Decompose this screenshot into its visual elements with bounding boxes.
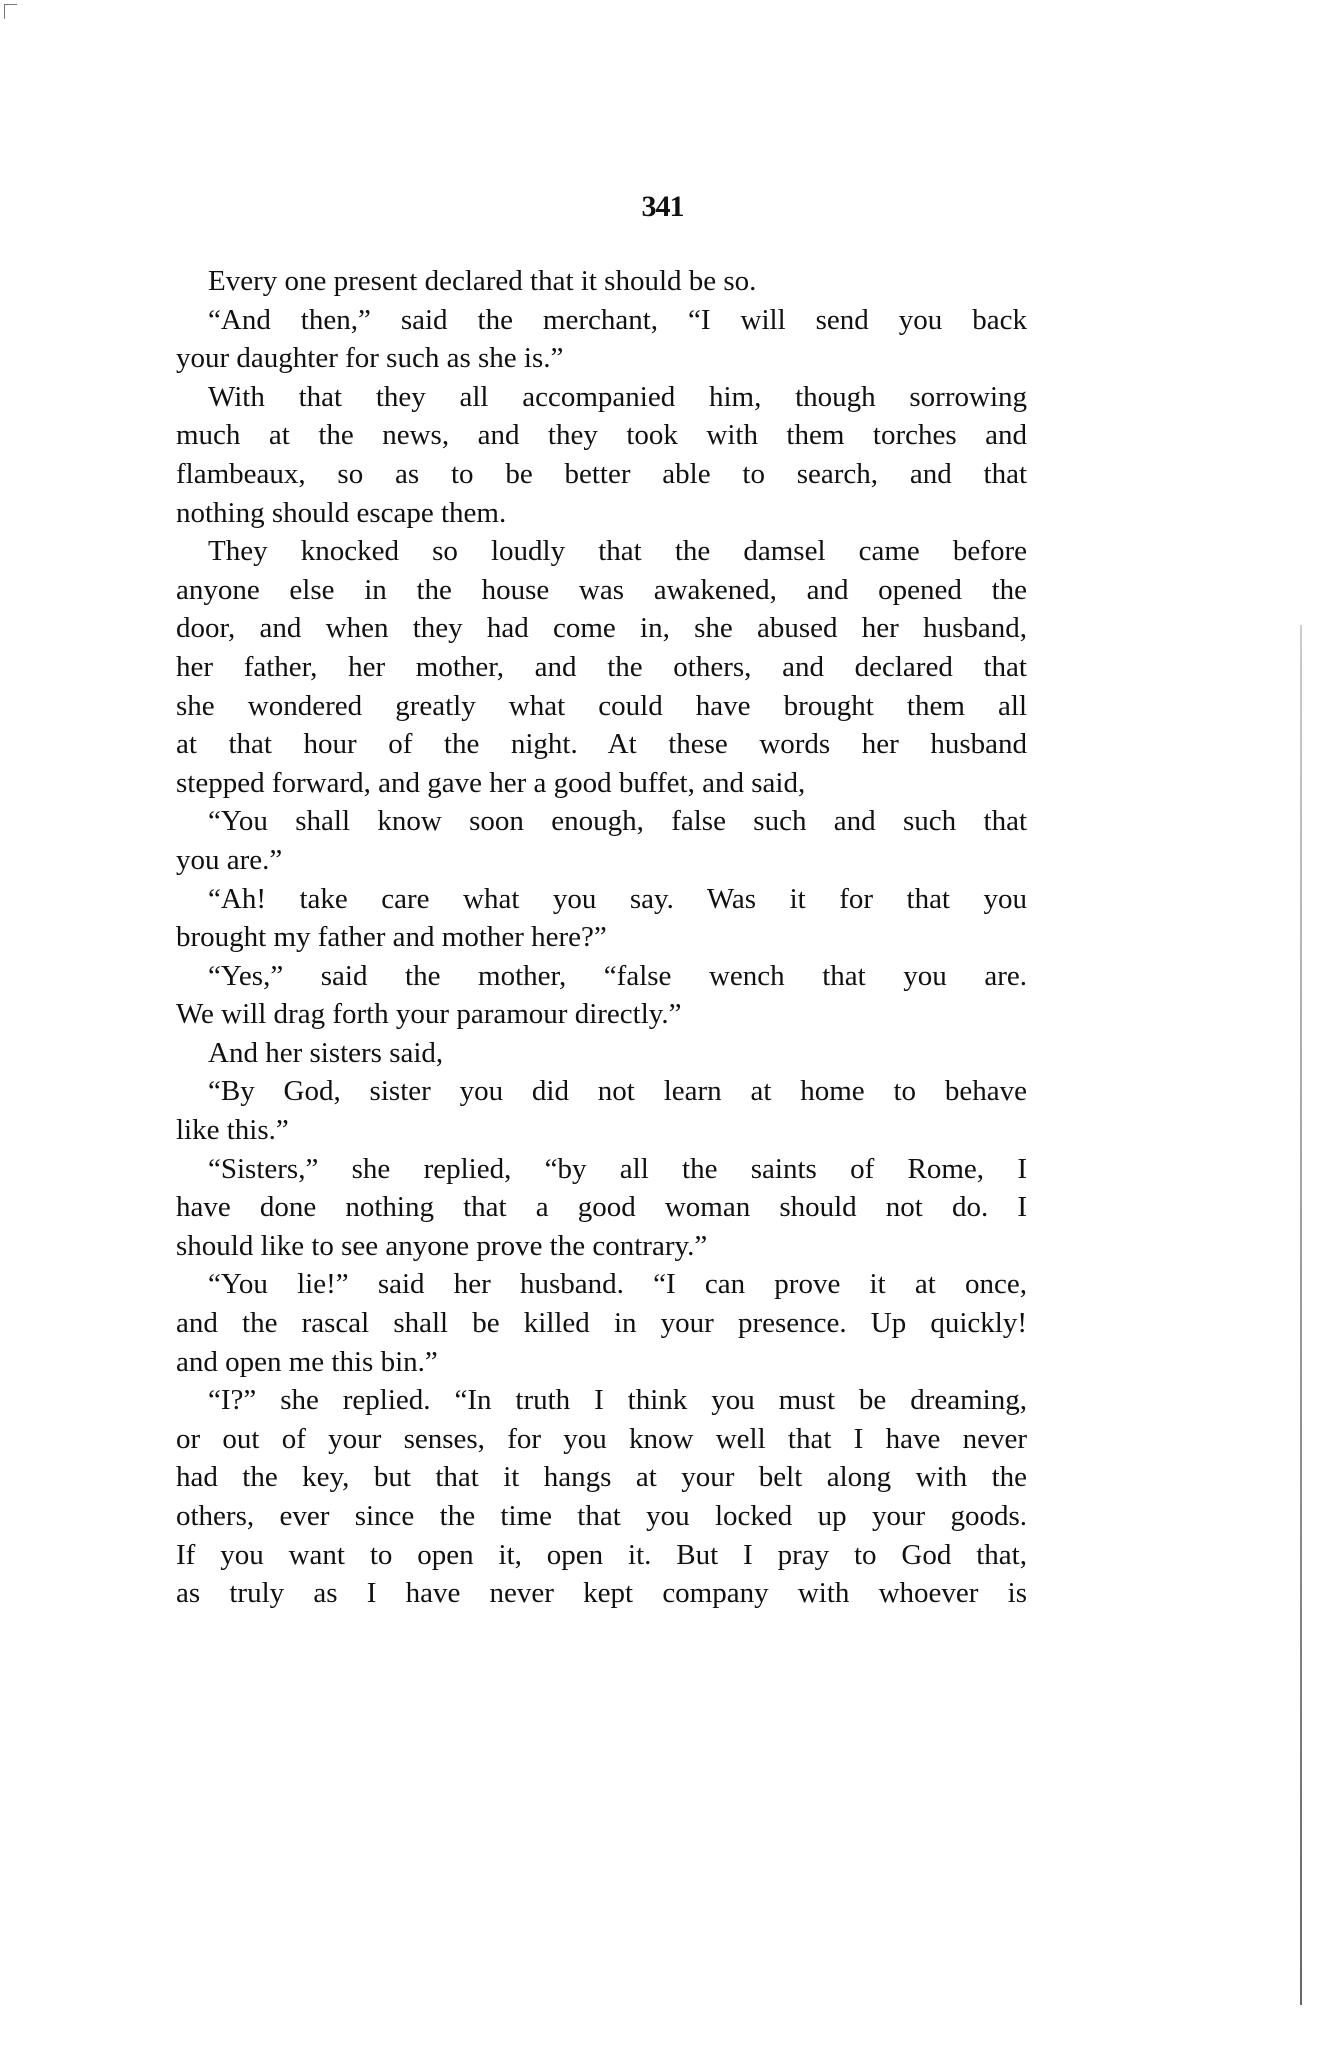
text-line: at that hour of the night. At these words her husband (176, 728, 1027, 761)
text-line: “You lie!” said her husband. “I can prove it at once, (208, 1268, 1027, 1301)
text-line: If you want to open it, open it. But I pray to God that, (176, 1538, 1027, 1571)
text-line: “You shall know soon enough, false such and such that (208, 805, 1027, 838)
text-line: “And then,” said the merchant, “I will send you back (208, 303, 1027, 336)
text-line: door, and when they had come in, she abused her husband, (176, 612, 1027, 645)
text-line: and open me this bin.” (176, 1345, 438, 1378)
text-line: “Ah! take care what you say. Was it for that you (208, 882, 1027, 915)
text-line: flambeaux, so as to be better able to search, and that (176, 457, 1027, 490)
text-line: “I?” she replied. “In truth I think you must be dreaming, (208, 1384, 1027, 1417)
text-line: brought my father and mother here?” (176, 921, 607, 954)
text-line: They knocked so loudly that the damsel came before (208, 535, 1027, 568)
text-line: stepped forward, and gave her a good buffet, and said, (176, 766, 806, 799)
text-line: With that they all accompanied him, though sorrowing (208, 380, 1027, 413)
text-line: We will drag forth your paramour directly.” (176, 998, 682, 1031)
text-line: or out of your senses, for you know well that I have never (176, 1422, 1027, 1455)
body-text (176, 262, 1027, 1613)
text-line: her father, her mother, and the others, and declared that (176, 650, 1027, 683)
text-line: nothing should escape them. (176, 496, 507, 529)
text-line: “By God, sister you did not learn at home to behave (208, 1075, 1027, 1108)
text-line: “Yes,” said the mother, “false wench that you are. (208, 959, 1027, 992)
scan-edge-line (1300, 625, 1302, 2005)
text-line: Every one present declared that it should be so. (208, 265, 757, 297)
text-line: “Sisters,” she replied, “by all the saints of Rome, I (208, 1152, 1027, 1185)
text-line: you are.” (176, 843, 283, 876)
text-line: anyone else in the house was awakened, and opened the (176, 573, 1027, 606)
text-line: others, ever since the time that you locked up your goods. (176, 1500, 1027, 1532)
text-line: And her sisters said, (208, 1036, 444, 1069)
text-line: much at the news, and they took with them torches and (176, 419, 1027, 452)
text-line: had the key, but that it hangs at your belt along with the (176, 1461, 1027, 1494)
text-line: as truly as I have never kept company with whoever is (176, 1577, 1027, 1610)
scan-corner-mark (4, 4, 17, 19)
text-line: like this.” (176, 1114, 289, 1147)
text-line: and the rascal shall be killed in your presence. Up quickly! (176, 1307, 1027, 1340)
text-line: she wondered greatly what could have brought them all (176, 689, 1027, 722)
text-line: your daughter for such as she is.” (176, 342, 564, 375)
text-line: have done nothing that a good woman should not do. I (176, 1191, 1027, 1224)
page-number: 341 (641, 190, 684, 223)
text-line: should like to see anyone prove the contrary.” (176, 1229, 708, 1262)
